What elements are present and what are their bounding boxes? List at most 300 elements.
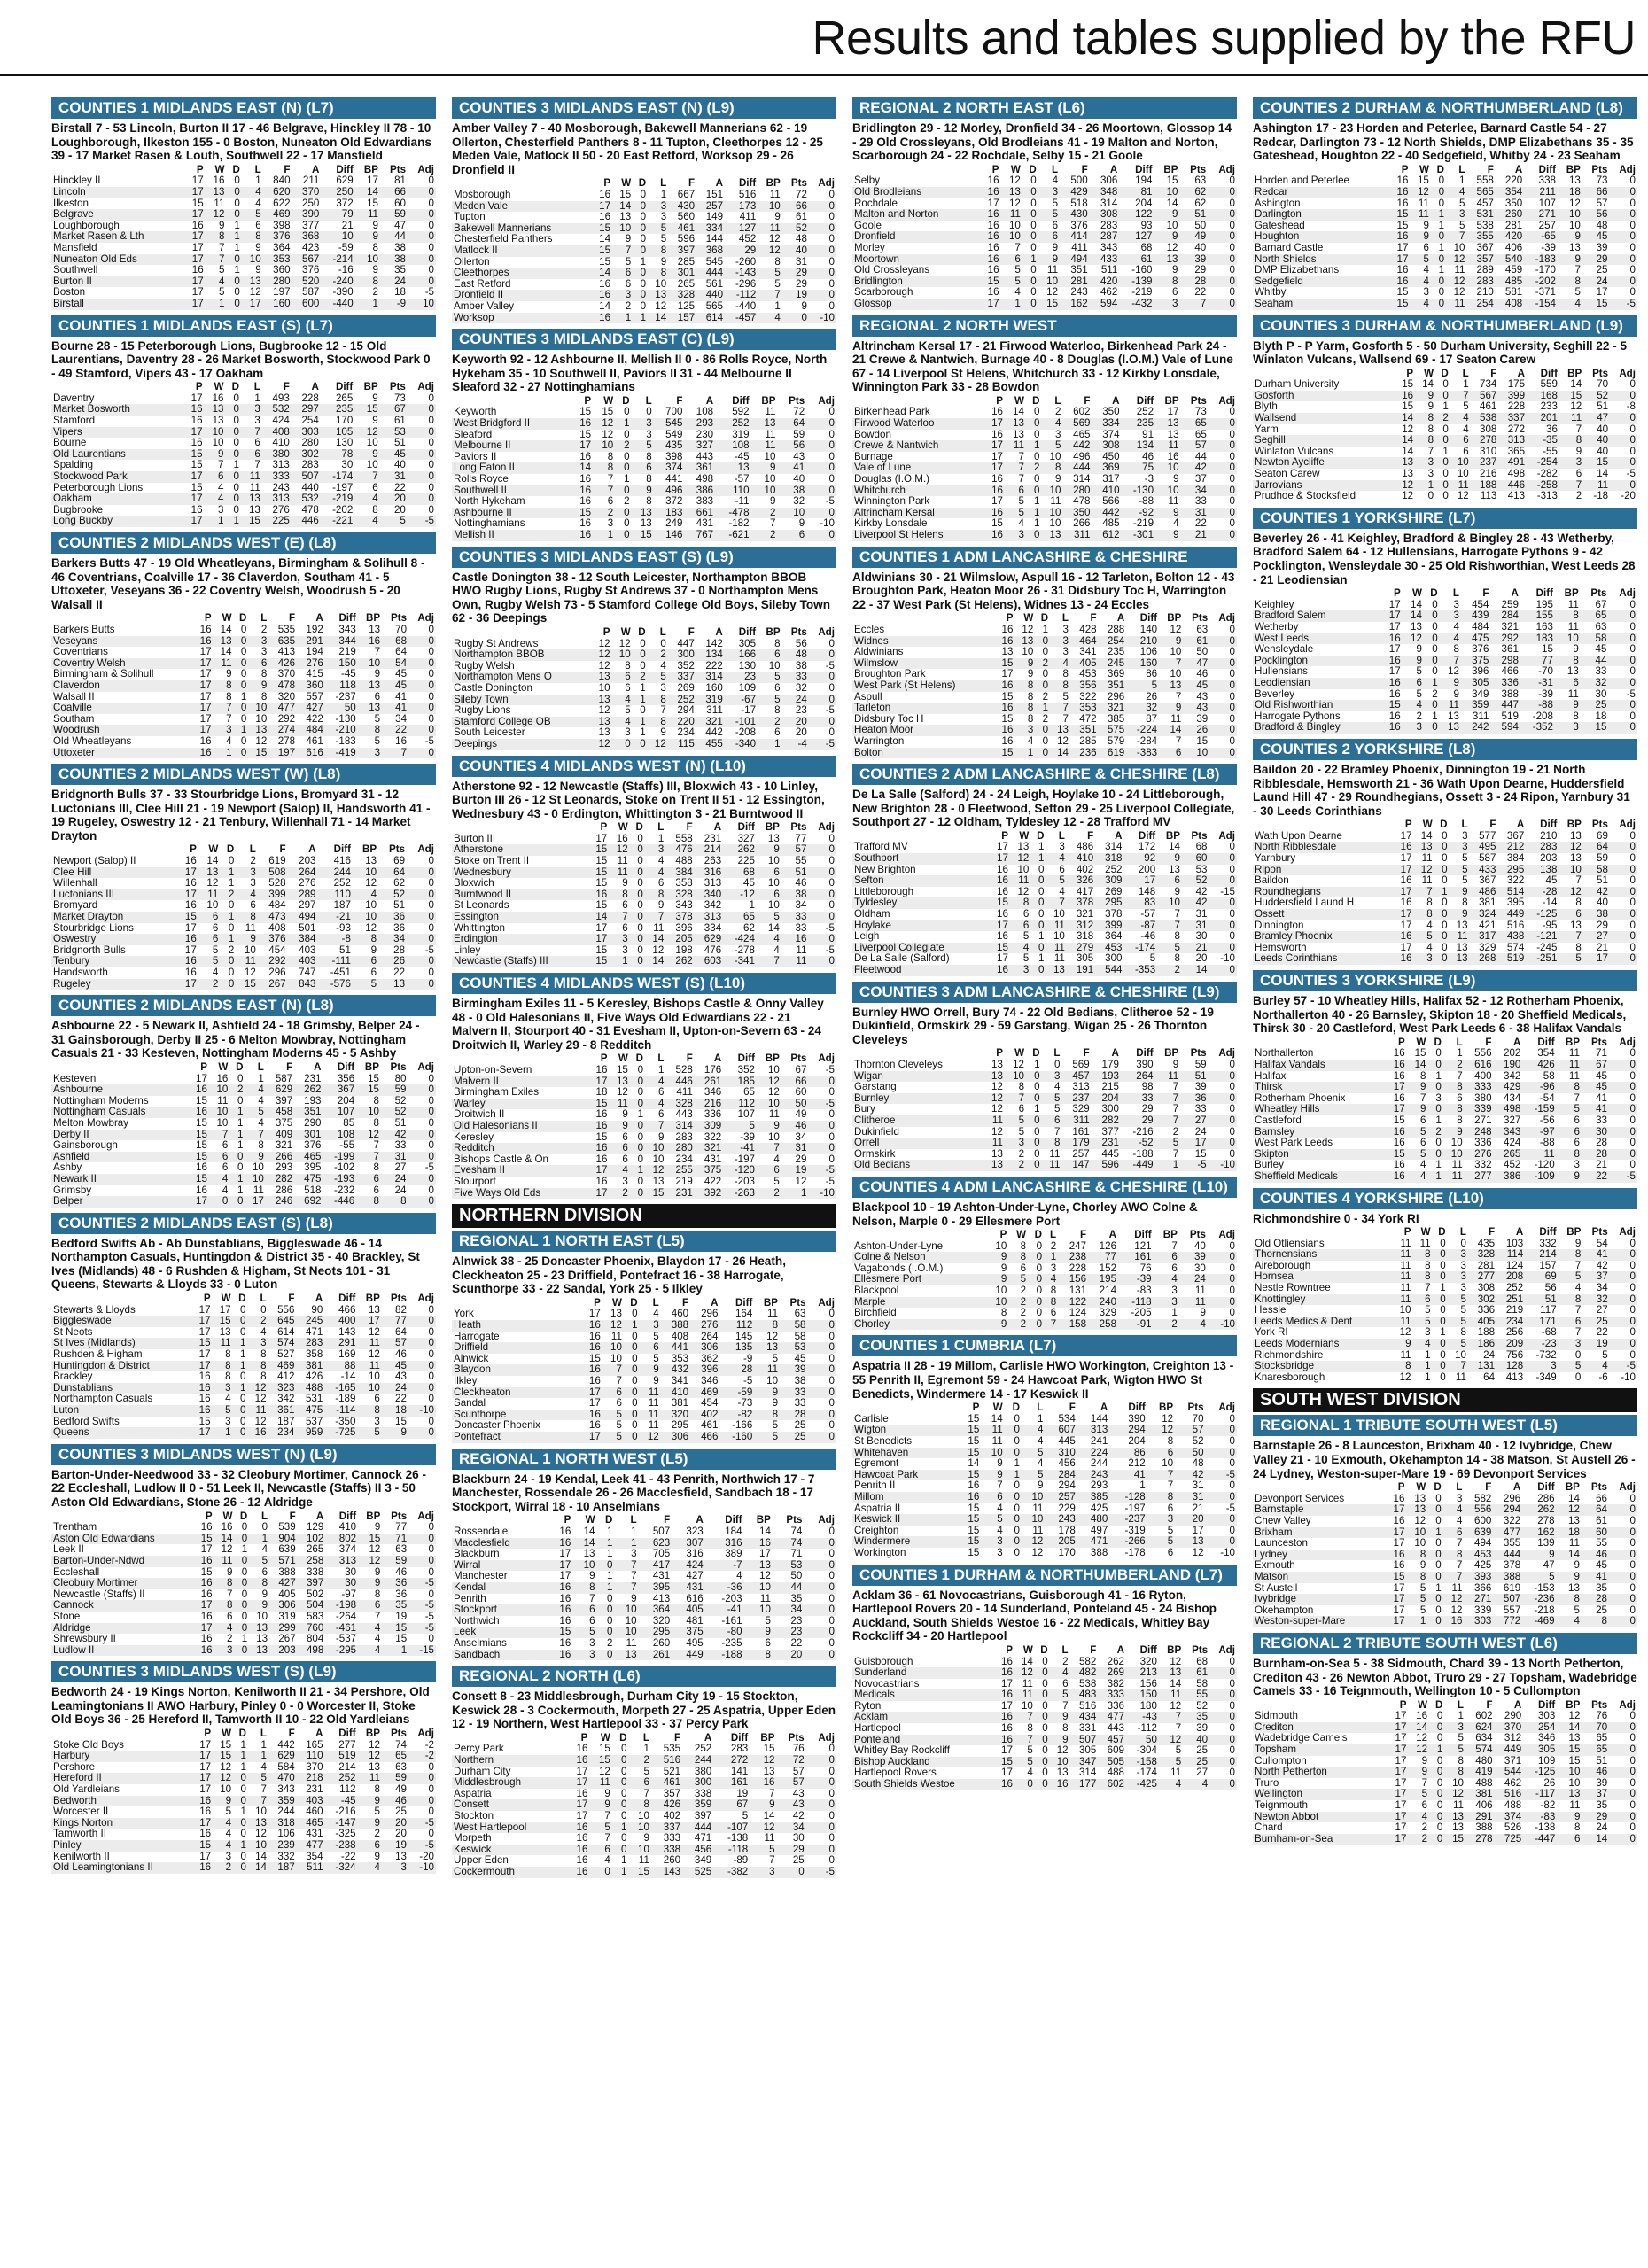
stat-cell: 33 <box>1194 495 1207 508</box>
stat-cell: 475 <box>294 1174 323 1185</box>
stat-cell: 0 <box>428 1094 434 1107</box>
stat-cell: 5 <box>1419 1581 1426 1594</box>
table-row <box>1253 633 1637 645</box>
team-name: Novocastrians <box>854 1678 920 1689</box>
stat-cell: 5 <box>198 956 221 967</box>
stat-cell: 8 <box>355 276 380 288</box>
team-name: Worksop <box>452 313 592 324</box>
stat-cell: 12 <box>368 1325 380 1338</box>
team-name: Loughborough <box>53 220 120 231</box>
team-name: Dunstablians <box>51 1383 192 1394</box>
table-row <box>852 1425 1237 1436</box>
stat-cell: 14 <box>588 912 609 923</box>
stat-cell: 364 <box>273 241 291 253</box>
stat-cell: 295 <box>671 1419 689 1432</box>
stat-cell: 11 <box>355 209 380 221</box>
stat-cell: 41 <box>1582 1249 1609 1261</box>
stat-cell: 149 <box>705 211 724 223</box>
stat-cell: 8 <box>609 889 629 901</box>
stat-cell: 12 <box>767 1086 780 1099</box>
stat-cell: 13 <box>205 404 226 416</box>
column-header: P <box>602 625 610 638</box>
stat-cell: 17 <box>192 1773 213 1784</box>
table-row <box>51 748 436 759</box>
stat-cell: 4 <box>255 197 261 209</box>
team-name: Bloxwich <box>454 878 494 889</box>
stat-cell: 41 <box>777 462 806 474</box>
stat-cell: 67 <box>1582 1060 1609 1071</box>
stat-cell: 210 <box>1126 636 1159 648</box>
stat-cell: 348 <box>1090 187 1120 198</box>
table-row <box>51 187 436 198</box>
stat-cell: 67 <box>1595 598 1607 610</box>
stat-cell: 6 <box>774 726 781 739</box>
stat-cell: -232 <box>333 1184 355 1196</box>
stat-cell: 64 <box>378 867 407 879</box>
column-header: Adj <box>417 381 434 393</box>
stat-cell: 61 <box>1183 1667 1209 1679</box>
stat-cell: 17 <box>1393 1581 1405 1594</box>
stat-cell: 318 <box>268 1818 297 1829</box>
stat-cell: 10 <box>1450 457 1471 469</box>
stat-cell: 16 <box>576 1787 588 1799</box>
table-row <box>452 474 836 485</box>
column-header: Diff <box>1134 1229 1152 1241</box>
stat-cell: 237 <box>1061 1093 1091 1105</box>
stat-cell: 16 <box>1380 656 1402 667</box>
stat-cell: 0 <box>1036 1239 1043 1252</box>
table-row <box>852 175 1237 187</box>
stat-cell: -432 <box>1119 299 1154 310</box>
stat-cell: 0 <box>1629 643 1636 656</box>
stat-cell: 8 <box>372 241 378 253</box>
stat-cell: 10 <box>1450 1137 1463 1149</box>
stat-cell: 594 <box>1490 722 1520 734</box>
stat-cell: 461 <box>306 734 323 747</box>
stat-cell: 481 <box>686 1614 704 1627</box>
stat-cell: 439 <box>1461 610 1490 622</box>
stat-cell: 0 <box>1014 1524 1020 1536</box>
stat-cell: 6 <box>640 1342 661 1354</box>
column-header: Pts <box>390 1293 407 1305</box>
column-header: Pts <box>391 612 408 625</box>
stat-cell: 26 <box>378 956 407 967</box>
table-row <box>51 912 436 923</box>
stat-cell: 212 <box>1497 842 1526 853</box>
stat-cell: 462 <box>1100 286 1118 299</box>
stat-cell: 0 <box>806 418 836 430</box>
stat-cell: 9 <box>1000 1262 1007 1274</box>
stat-cell: 41 <box>1582 1104 1609 1115</box>
stat-cell: 10 <box>1041 485 1062 497</box>
stat-cell: 10 <box>321 231 354 243</box>
column-header-team <box>452 178 592 190</box>
table-row <box>852 1252 1237 1263</box>
table-row <box>1253 1082 1637 1093</box>
stat-cell: 29 <box>1582 254 1610 266</box>
stat-cell: 0 <box>660 637 666 649</box>
stat-cell: 0 <box>408 1084 436 1096</box>
stat-cell: 7 <box>219 241 225 253</box>
stat-cell: 767 <box>684 530 715 541</box>
competition-title: REGIONAL 1 NORTH WEST (L5) <box>452 1449 836 1470</box>
stat-cell: 33 <box>795 921 807 934</box>
stat-cell: 0 <box>1030 241 1037 253</box>
stat-cell: 35 <box>382 1600 408 1612</box>
stat-cell: 17 <box>1388 1767 1409 1778</box>
competition-title: COUNTIES 1 MIDLANDS EAST (S) (L7) <box>51 315 436 337</box>
stat-cell: -5 <box>1206 1470 1237 1481</box>
stat-cell: 340 <box>695 889 723 901</box>
stat-cell: 274 <box>268 725 297 736</box>
table-row <box>1253 413 1637 424</box>
stat-cell: -10 <box>1621 1371 1636 1383</box>
stat-cell: 453 <box>1079 668 1097 680</box>
team-name: Fleetwood <box>852 965 990 976</box>
stat-cell: 0 <box>828 1570 835 1582</box>
stat-cell: 2 <box>198 979 221 990</box>
stat-cell: 11 <box>1159 1689 1183 1701</box>
stat-cell: 0 <box>1609 276 1637 288</box>
stat-cell: 6 <box>589 1614 595 1627</box>
team-name: Skipton <box>1253 1149 1386 1161</box>
table-row <box>51 1784 436 1796</box>
stat-cell: 62 <box>1179 187 1208 198</box>
stat-cell: 8 <box>213 1361 233 1372</box>
stat-cell: 225 <box>737 855 755 867</box>
stat-cell: 442 <box>1062 440 1092 452</box>
stat-cell: 565 <box>1467 187 1496 198</box>
team-name: Ashington <box>1255 198 1301 209</box>
stat-cell: 11 <box>1418 197 1429 209</box>
stat-cell: 9 <box>1155 530 1180 541</box>
column-header-team <box>452 1053 588 1065</box>
stat-cell: 57 <box>781 844 809 856</box>
stat-cell: 16 <box>221 1521 233 1534</box>
column-header: A <box>315 612 323 625</box>
stat-cell: 45 <box>1596 1069 1607 1082</box>
stat-cell: 449 <box>1497 909 1526 920</box>
stat-cell: 17 <box>198 1325 211 1338</box>
stat-cell: 0 <box>1229 908 1235 920</box>
stat-cell: 15 <box>968 1435 980 1447</box>
stat-cell: 295 <box>1497 865 1526 876</box>
stat-cell: 0 <box>240 646 247 658</box>
stat-cell: 0 <box>612 1777 629 1789</box>
stat-cell: -154 <box>1524 299 1558 310</box>
stat-cell: 0 <box>428 459 434 471</box>
stat-cell: 0 <box>1460 1237 1466 1249</box>
stat-cell: 62 <box>393 877 406 889</box>
column-header: D <box>1434 1036 1442 1048</box>
stat-cell: 0 <box>828 1854 835 1867</box>
team-name: Keswick II <box>852 1514 958 1526</box>
stat-cell: 58 <box>1543 1069 1555 1082</box>
team-name: Aston Old Edwardians <box>51 1534 194 1545</box>
stat-cell: 16 <box>176 956 198 967</box>
stat-cell: -65 <box>1524 231 1558 243</box>
stat-cell: 0 <box>233 1427 248 1439</box>
stat-cell: 13 <box>1414 1492 1426 1504</box>
column-header: D <box>238 1293 246 1305</box>
team-name: Blaydon <box>452 1364 581 1376</box>
stat-cell: 0 <box>1433 1249 1448 1261</box>
stat-cell: 11 <box>640 1387 661 1399</box>
results-text: Birstall 7 - 53 Lincoln, Burton II 17 - 46 Belgrave, Hinckley II 78 - 10 Loughborough, Ilkeston 155 - 0 Boston, Nuneaton Old Edwardians 39 - 17 Market Rasen & Louth, Southwell 22 - 17 Mansfield <box>51 121 431 163</box>
stat-cell: 8 <box>1000 1307 1007 1319</box>
stat-cell: 1 <box>606 1548 613 1560</box>
stat-cell: 112 <box>339 1783 356 1796</box>
stat-cell: 110 <box>297 1751 325 1762</box>
team-name: Bedford Swifts <box>53 1416 120 1427</box>
stat-cell: 350 <box>1102 406 1120 418</box>
column-header: Pts <box>790 625 807 638</box>
stat-cell: 70 <box>395 623 408 635</box>
stat-cell: 9 <box>1555 700 1581 711</box>
team-name: Truro <box>1255 1777 1279 1789</box>
column-header: BP <box>763 1296 779 1309</box>
stat-cell: 619 <box>1503 1581 1521 1594</box>
stat-cell: 0 <box>234 636 249 648</box>
stat-cell: 12 <box>655 299 667 312</box>
stat-cell: 431 <box>704 1153 722 1165</box>
team-name: Stourbridge Lions <box>53 922 134 934</box>
stat-cell: 368 <box>696 245 725 257</box>
stat-cell: 50 <box>1126 1735 1159 1746</box>
column-header: Adj <box>1218 1047 1235 1060</box>
stat-cell: 0 <box>408 725 436 736</box>
stat-cell: 313 <box>704 877 722 889</box>
stat-cell: 7 <box>769 517 776 530</box>
column-header: F <box>664 1514 671 1526</box>
stat-cell: 319 <box>732 428 750 440</box>
team-name: Ollerton <box>454 256 490 268</box>
column-header: P <box>1404 819 1412 831</box>
stat-cell: 127 <box>1119 231 1154 243</box>
stat-cell: 14 <box>1395 435 1415 447</box>
stat-cell: 16 <box>576 1854 588 1867</box>
stat-cell: 11 <box>796 944 807 956</box>
column-header: Pts <box>1192 1643 1209 1656</box>
stat-cell: 622 <box>273 197 291 209</box>
stat-cell: 0 <box>806 1799 836 1811</box>
stat-cell: 393 <box>1465 1572 1494 1583</box>
table-row <box>852 1060 1237 1071</box>
stat-cell: 9 <box>249 1600 269 1612</box>
table-row <box>51 878 436 889</box>
stat-cell: 14 <box>1166 197 1178 209</box>
stat-cell: -161 <box>721 1614 742 1627</box>
stat-cell: 0 <box>1030 219 1037 231</box>
stat-cell: 4 <box>1052 175 1059 187</box>
stat-cell: 272 <box>713 1755 750 1767</box>
stat-cell: 234 <box>1496 1317 1525 1328</box>
stat-cell: 66 <box>1596 1492 1607 1504</box>
stat-cell: 42 <box>1175 1470 1205 1481</box>
stat-cell: 7 <box>206 254 227 266</box>
stat-cell: 0 <box>808 934 836 945</box>
stat-cell: 339 <box>1465 1104 1494 1115</box>
stat-cell: -236 <box>1522 1594 1556 1605</box>
stat-cell: 16 <box>599 211 611 223</box>
stat-cell: 476 <box>704 944 722 956</box>
stat-cell: 1 <box>229 1107 245 1118</box>
stat-cell: 12 <box>1453 286 1465 299</box>
stat-cell: 544 <box>1095 965 1123 976</box>
stat-cell: 0 <box>1036 1262 1043 1274</box>
table-row <box>1253 953 1637 965</box>
stat-cell: 596 <box>1092 1160 1121 1171</box>
stat-cell: 10 <box>1555 633 1581 645</box>
column-header: Adj <box>1619 587 1636 600</box>
stat-cell: 10 <box>212 437 224 449</box>
stat-cell: 1 <box>220 912 236 923</box>
stat-cell: 43 <box>793 450 805 462</box>
stat-cell: -130 <box>335 712 356 725</box>
stat-cell: 256 <box>1505 1326 1524 1339</box>
stat-cell: 4 <box>354 493 379 505</box>
stat-cell: 16 <box>192 1383 213 1394</box>
stat-cell: -54 <box>1539 1091 1555 1104</box>
table-row <box>51 427 436 439</box>
table-row <box>852 299 1237 310</box>
stat-cell: 1 <box>657 832 665 844</box>
stat-cell: 0 <box>408 449 436 461</box>
stat-cell: 2 <box>1050 1239 1057 1252</box>
team-name: Wellington <box>1253 1789 1388 1800</box>
stat-cell: 7 <box>589 1592 595 1604</box>
stat-cell: 16 <box>588 1143 609 1154</box>
stat-cell: 382 <box>1107 1677 1124 1689</box>
stat-cell: 294 <box>1493 1504 1522 1516</box>
stat-cell: 15 <box>602 406 614 418</box>
stat-cell: 6 <box>1038 231 1060 243</box>
column-header: L <box>249 843 256 856</box>
stat-cell: 47 <box>1183 658 1209 670</box>
stat-cell: 8 <box>1575 941 1582 953</box>
stat-cell: 11 <box>214 1556 235 1567</box>
column-header: Adj <box>417 1510 434 1522</box>
stat-cell: 6 <box>622 899 628 912</box>
stat-cell: 17 <box>592 201 612 213</box>
stat-cell: 17 <box>192 1316 213 1327</box>
team-name: Birstall <box>51 299 184 310</box>
team-name: West Park (St Helens) <box>852 680 995 692</box>
stat-cell: 461 <box>668 223 696 235</box>
stat-cell: 121 <box>1134 1239 1152 1252</box>
stat-cell: 1 <box>225 516 240 527</box>
stat-cell: 2 <box>1575 490 1582 502</box>
column-header: Pts <box>390 1728 407 1740</box>
stat-cell: 14 <box>571 462 593 474</box>
stat-cell: 16 <box>983 530 1005 541</box>
stat-cell: 6 <box>657 877 665 889</box>
stat-cell: 10 <box>612 649 633 661</box>
stat-cell: 0 <box>1435 1137 1442 1149</box>
competition-title: COUNTIES 4 YORKSHIRE (L10) <box>1253 1188 1637 1209</box>
stat-cell: 5 <box>632 440 654 452</box>
stat-cell: 2 <box>1062 1655 1069 1667</box>
stat-cell: 7 <box>614 1582 638 1594</box>
stat-cell: 0 <box>1432 598 1438 610</box>
stat-cell: 36 <box>378 912 407 923</box>
stat-cell: 294 <box>1058 1480 1076 1492</box>
stat-cell: 380 <box>262 449 292 461</box>
stat-cell: 402 <box>1076 863 1094 875</box>
stat-cell: 10 <box>408 299 436 310</box>
stat-cell: 289 <box>288 889 318 901</box>
stat-cell: 12 <box>248 1383 268 1394</box>
stat-cell: 8 <box>625 659 631 672</box>
stat-cell: 12 <box>255 734 268 747</box>
table-row <box>1253 853 1637 865</box>
stat-cell: 1 <box>612 313 633 324</box>
table-row <box>1253 689 1637 701</box>
stat-cell: 106 <box>1139 646 1158 658</box>
stat-cell: 59 <box>381 1084 408 1096</box>
stat-cell: 10 <box>1005 1071 1026 1083</box>
team-name: Seghill <box>1253 435 1395 447</box>
stat-cell: 9 <box>374 668 381 680</box>
stat-cell: 9 <box>358 1818 382 1829</box>
stat-cell: 243 <box>272 481 290 493</box>
stat-cell: 453 <box>1465 1550 1494 1561</box>
stat-cell: -325 <box>335 1828 356 1840</box>
stat-cell: 20 <box>380 493 408 505</box>
stat-cell: 15 <box>619 188 632 200</box>
team-name: Southwell <box>53 265 98 276</box>
stat-cell: 5 <box>1175 1744 1182 1757</box>
stat-cell: 21 <box>341 219 354 231</box>
stat-cell: 3 <box>572 1650 596 1661</box>
stat-cell: 245 <box>1099 658 1127 670</box>
stat-cell: 267 <box>258 979 288 990</box>
team-name: Penrith <box>454 1593 486 1604</box>
stat-cell: 13 <box>1013 428 1024 440</box>
stat-cell: 0 <box>1034 450 1040 462</box>
stat-cell: 0 <box>1042 1767 1048 1779</box>
stat-cell: 0 <box>606 1592 613 1604</box>
stat-cell: 8 <box>374 1783 380 1796</box>
league-columns <box>51 97 1637 2259</box>
column-header: A <box>1111 1047 1119 1060</box>
stat-cell: -219 <box>321 493 354 505</box>
league-section <box>51 1213 436 1439</box>
stat-cell: 13 <box>763 1765 775 1777</box>
team-name: Wednesbury <box>452 867 588 879</box>
stat-cell: -80 <box>705 1627 744 1638</box>
stat-cell: 6 <box>1157 875 1182 887</box>
team-name: Hawcoat Park <box>852 1470 958 1481</box>
stat-cell: 9 <box>1052 241 1059 253</box>
column-header: Pts <box>1190 394 1207 407</box>
stat-cell: 0 <box>237 1094 244 1107</box>
team-name: Thirsk <box>1253 1082 1386 1093</box>
team-name: Sandbach <box>452 1650 548 1661</box>
stat-cell: 32 <box>1126 703 1159 714</box>
stat-cell: 16 <box>548 1538 572 1550</box>
stat-cell: 0 <box>806 440 836 452</box>
stat-cell: 317 <box>1470 931 1498 943</box>
stat-cell: 9 <box>1159 636 1183 648</box>
stat-cell: 18 <box>1558 187 1582 198</box>
stat-cell: 161 <box>1118 1252 1154 1263</box>
stat-cell: 0 <box>630 844 645 856</box>
stat-cell: 0 <box>1435 391 1450 402</box>
column-header: D <box>232 163 240 175</box>
team-name: Market Rasen & Lth <box>51 231 184 243</box>
stat-cell: 4 <box>1059 885 1065 897</box>
